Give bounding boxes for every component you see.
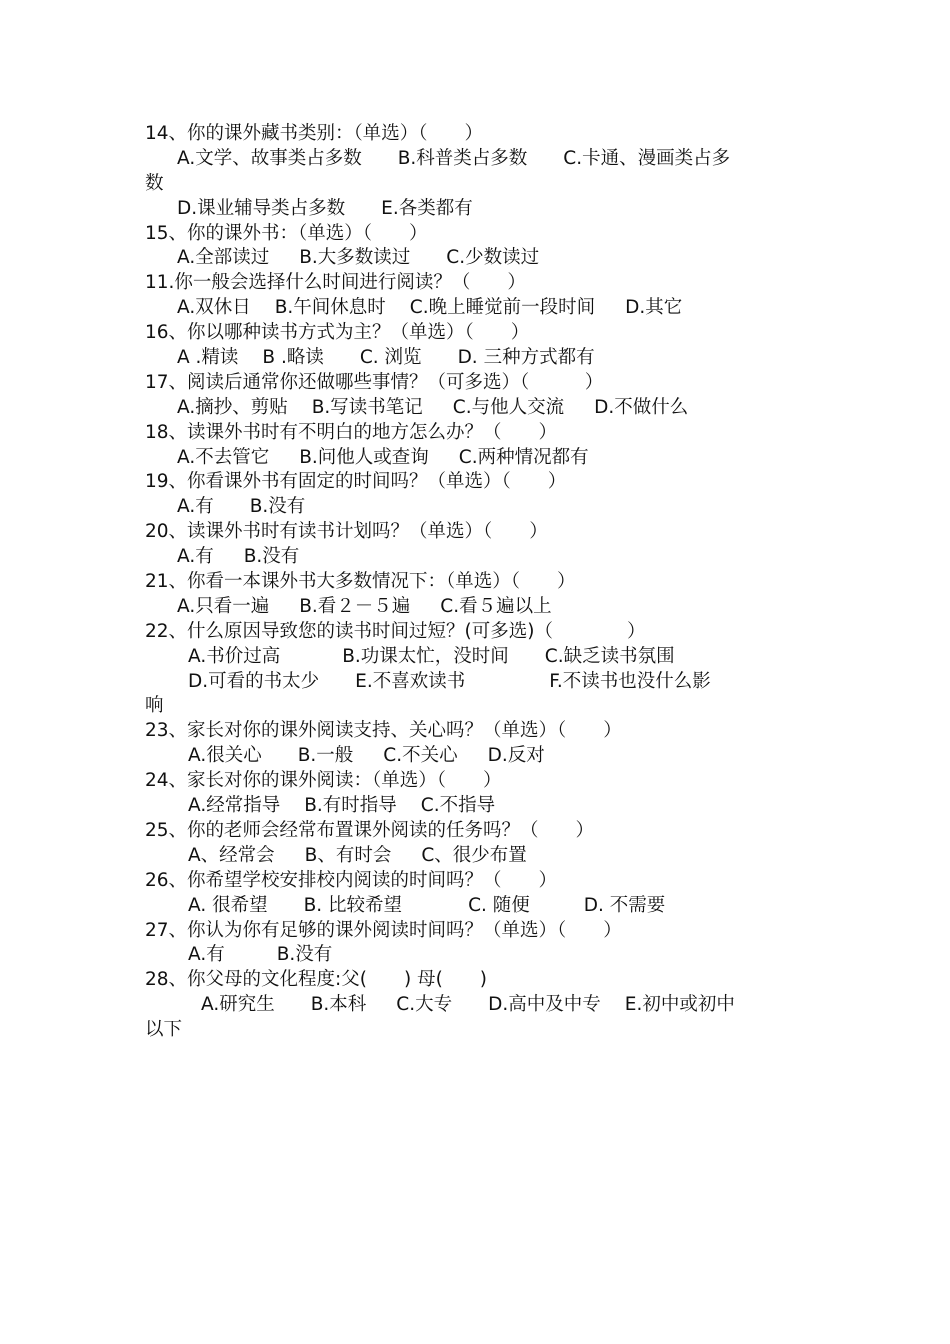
options-11 xyxy=(145,296,810,321)
option: C.不指导 xyxy=(420,795,496,817)
options-15 xyxy=(145,246,810,271)
question-19: 19、你看课外书有固定的时间吗？（单选）（ ） xyxy=(145,471,567,493)
option: A.有 xyxy=(177,496,214,518)
option: F.不读书也没什么影 xyxy=(549,670,711,692)
option: C、很少布置 xyxy=(421,844,527,866)
question-23: 23、家长对你的课外阅读支持、关心吗？（单选）（ ） xyxy=(145,720,622,742)
option: C.卡通、漫画类占多 xyxy=(563,147,731,169)
option: D. 不需要 xyxy=(583,894,666,916)
options-14 xyxy=(145,147,810,172)
option-wrap: 以下 xyxy=(145,1019,183,1041)
question-21: 21、你看一本课外书大多数情况下：（单选）（ ） xyxy=(145,571,576,593)
option: C.缺乏读书氛围 xyxy=(544,645,675,667)
option: D.可看的书太少 xyxy=(188,670,320,692)
question-24: 24、家长对你的课外阅读：（单选）（ ） xyxy=(145,770,502,792)
option: C.两种情况都有 xyxy=(458,446,589,468)
options-20 xyxy=(145,545,810,570)
option: C.晚上睡觉前一段时间 xyxy=(409,297,596,319)
question-18: 18、读课外书时有不明白的地方怎么办？（ ） xyxy=(145,421,558,443)
option: C. 浏览 xyxy=(359,347,422,369)
option: A、经常会 xyxy=(188,844,275,866)
question-25: 25、你的老师会经常布置课外阅读的任务吗？（ ） xyxy=(145,819,595,841)
question-26: 26、你希望学校安排校内阅读的时间吗？（ ） xyxy=(145,869,558,891)
options-16 xyxy=(145,346,810,371)
option: A.只看一遍 xyxy=(177,595,270,617)
option: D.课业辅导类占多数 xyxy=(177,197,346,219)
options-22b xyxy=(145,670,810,695)
option: B.写读书笔记 xyxy=(311,396,423,418)
option: A.经常指导 xyxy=(188,795,281,817)
question-14: 14、你的课外藏书类别：（单选）（ ） xyxy=(145,123,484,144)
option: C. 随便 xyxy=(468,894,530,916)
option: B.没有 xyxy=(276,944,333,966)
option: A.不去管它 xyxy=(177,446,270,468)
option: A.文学、故事类占多数 xyxy=(177,147,362,169)
option: B.没有 xyxy=(249,496,306,518)
option: D. 三种方式都有 xyxy=(457,347,595,369)
option: E.各类都有 xyxy=(381,197,473,219)
options-27 xyxy=(145,943,810,968)
option: B.有时指导 xyxy=(304,795,397,817)
option: B.本科 xyxy=(310,994,367,1016)
option: E.不喜欢读书 xyxy=(355,670,466,692)
options-23 xyxy=(145,744,810,769)
option: B.看２－５遍 xyxy=(299,595,411,617)
question-17: 17、阅读后通常你还做哪些事情？（可多选）（ ） xyxy=(145,371,604,393)
option: C.看５遍以上 xyxy=(440,595,552,617)
option: A.双休日 xyxy=(177,297,251,319)
options-28 xyxy=(145,993,810,1018)
option: A.有 xyxy=(177,546,214,568)
question-16: 16、你以哪种读书方式为主？（单选）（ ） xyxy=(145,322,530,344)
option: B.一般 xyxy=(297,745,354,767)
option: B、有时会 xyxy=(304,844,392,866)
option: C.与他人交流 xyxy=(452,396,565,418)
options-17 xyxy=(145,396,810,421)
options-26 xyxy=(145,894,810,919)
option: B.问他人或查询 xyxy=(299,446,429,468)
option: E.初中或初中 xyxy=(624,994,735,1016)
option: A .精读 xyxy=(177,347,239,369)
question-15: 15、你的课外书：（单选）（ ） xyxy=(145,222,428,244)
question-11: 11.你一般会选择什么时间进行阅读？（ ） xyxy=(145,272,526,294)
option: A.全部读过 xyxy=(177,247,270,269)
options-21 xyxy=(145,595,810,620)
questionnaire-document xyxy=(145,122,810,1043)
option: B. 比较希望 xyxy=(303,894,403,916)
option: D.其它 xyxy=(625,297,683,319)
option: D.高中及中专 xyxy=(488,994,601,1016)
options-25 xyxy=(145,844,810,869)
question-22: 22、什么原因导致您的读书时间过短？(可多选)（ ） xyxy=(145,620,646,642)
option: A.书价过高 xyxy=(188,645,281,667)
option: B.大多数读过 xyxy=(299,247,411,269)
option: A.摘抄、剪贴 xyxy=(177,396,288,418)
option: B.科普类占多数 xyxy=(397,147,528,169)
option: C.大专 xyxy=(396,994,453,1016)
option: B.午间休息时 xyxy=(274,297,386,319)
options-22 xyxy=(145,645,810,670)
question-28: 28、你父母的文化程度:父( ) 母( ) xyxy=(145,969,488,991)
option: D.不做什么 xyxy=(594,396,689,418)
option: A.研究生 xyxy=(201,994,275,1016)
option: B .略读 xyxy=(262,347,324,369)
options-18 xyxy=(145,446,810,471)
option: A. 很希望 xyxy=(188,894,268,916)
options-24 xyxy=(145,794,810,819)
option-wrap: 数 xyxy=(145,172,164,194)
options-14b xyxy=(145,197,810,222)
option: B.功课太忙，没时间 xyxy=(342,645,509,667)
option: A.有 xyxy=(188,944,225,966)
option: B.没有 xyxy=(243,546,300,568)
option: C.不关心 xyxy=(383,745,458,767)
question-20: 20、读课外书时有读书计划吗？（单选）（ ） xyxy=(145,521,548,543)
option-wrap: 响 xyxy=(145,695,164,717)
question-27: 27、你认为你有足够的课外阅读时间吗？（单选）（ ） xyxy=(145,919,622,941)
option: D.反对 xyxy=(487,745,545,767)
option: A.很关心 xyxy=(188,745,262,767)
option: C.少数读过 xyxy=(446,247,540,269)
options-19 xyxy=(145,495,810,520)
